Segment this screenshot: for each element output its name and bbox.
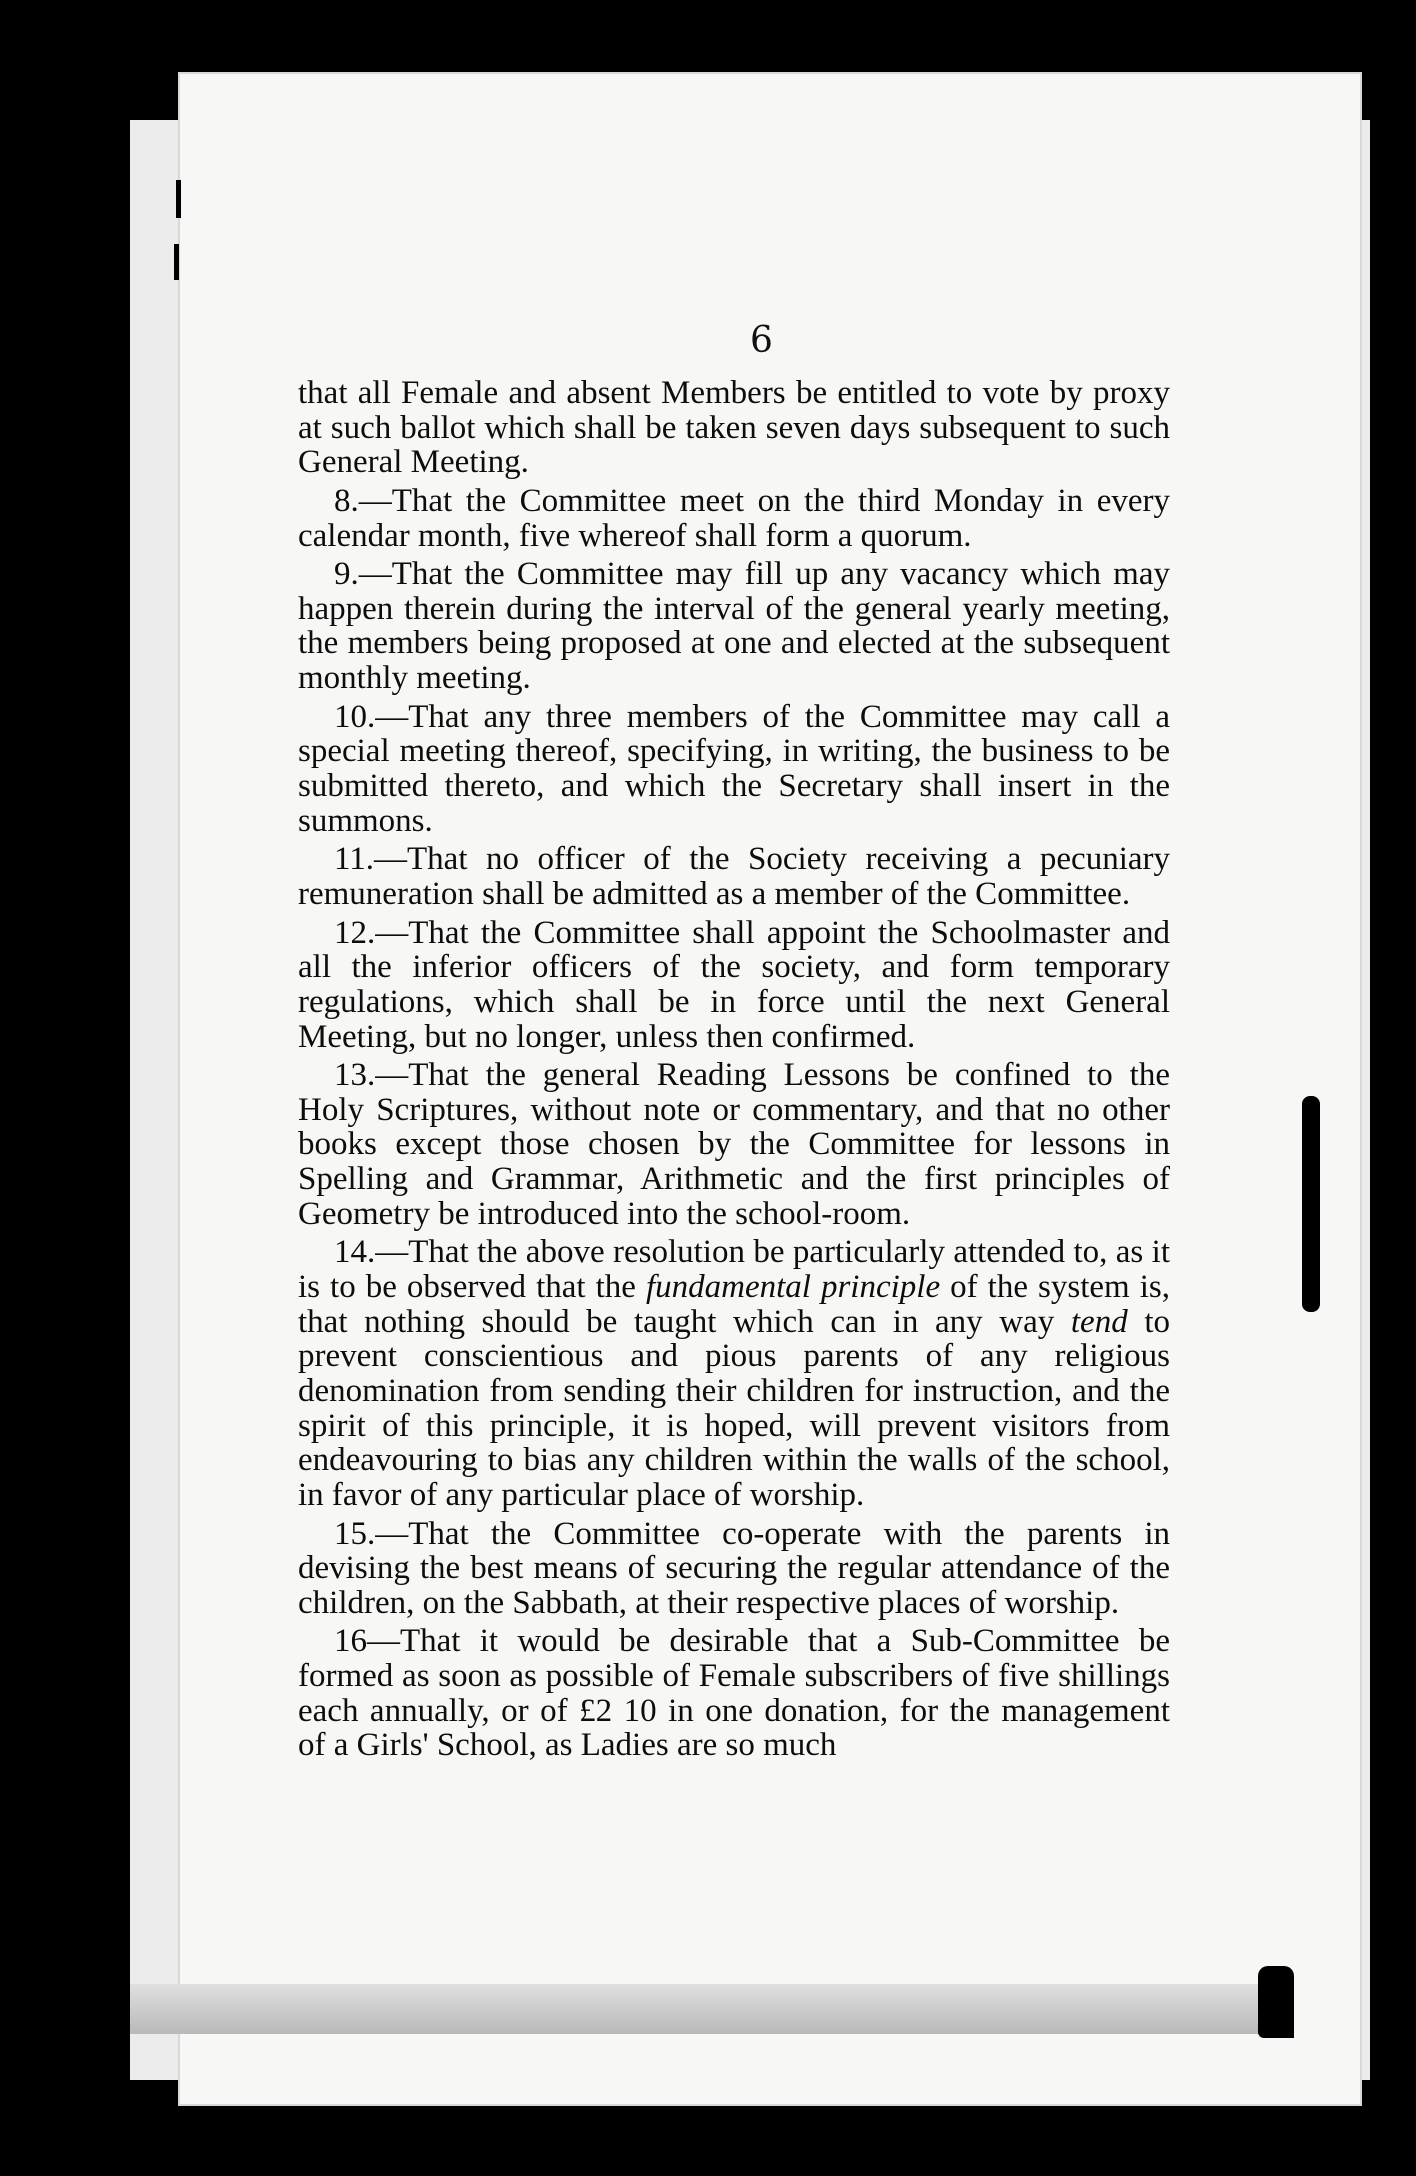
paragraph-8: 8.—That the Committee meet on the third Monday in every calendar month, five whereof shall form a quorum. <box>298 482 1170 554</box>
paragraph-14-italic1: fundamental principle <box>645 1269 941 1306</box>
paragraph-15: 15.—That the Committee co-operate with the parents in devising the best means of securing the regular attendance of the children, on the Sabbath, at their respective places of worship. <box>298 1515 1170 1621</box>
paragraph-9: 9.—That the Committee may fill up any vacancy which may happen therein during the interval of the general yearly meeting, the members being proposed at one and elected at the subsequent monthly meeting. <box>298 556 1170 697</box>
paragraph-13: 13.—That the general Reading Lessons be confined to the Holy Scriptures, without note or commentary, and that no other books except those chosen by the Committee for lessons in Spelling and Grammar, Arithmetic and the first principles of Geometry be introduced into the school-room. <box>298 1057 1170 1232</box>
body-text <box>298 376 1170 1767</box>
paragraph-14-part3: to prevent conscientious and pious parents of any religious denomination from sending their children for instruction, and the spirit of this principle, it is hoped, will prevent visitors from endeavouring to bias any children within the walls of the school, in favor of any particular place of worship. <box>298 1303 1171 1513</box>
paragraph-16: 16—That it would be desirable that a Sub-Committee be formed as soon as possible of Female subscribers of five shillings each annually, or of £2 10 in one donation, for the management of a Girls' School, as Ladies are so much <box>298 1623 1170 1764</box>
paragraph-12: 12.—That the Committee shall appoint the Schoolmaster and all the inferior officers of the society, and form temporary regulations, which shall be in force until the next General Meeting, but no longer, unless then confirmed. <box>298 914 1170 1055</box>
paragraph-14-part2: of the system is, that nothing should be taught which can in any way <box>298 1269 1170 1340</box>
paragraph-14-part1: 14.—That the above resolution be particularly attended to, as it is to be observed that the <box>298 1234 1170 1306</box>
paragraph-14 <box>298 1235 1170 1512</box>
page-number: 6 <box>750 320 773 361</box>
paragraph-14-italic2: tend <box>1070 1303 1128 1340</box>
bottom-sheet-edge <box>130 1984 1280 2034</box>
paragraph-7-continuation: that all Female and absent Members be entitled to vote by proxy at such ballot which shall be taken seven days subsequent to such General Meeting. <box>298 375 1170 481</box>
left-margin-mark <box>176 180 181 218</box>
paragraph-10: 10.—That any three members of the Committee may call a special meeting thereof, specifying, in writing, the business to be submitted thereto, and which the Secretary shall insert in the summons. <box>298 698 1170 839</box>
bottom-right-tear <box>1258 1966 1294 2038</box>
right-edge-tear <box>1302 1096 1320 1312</box>
left-margin-mark <box>174 244 179 280</box>
paragraph-11: 11.—That no officer of the Society receiving a pecuniary remuneration shall be admitted as a member of the Committee. <box>298 841 1170 912</box>
